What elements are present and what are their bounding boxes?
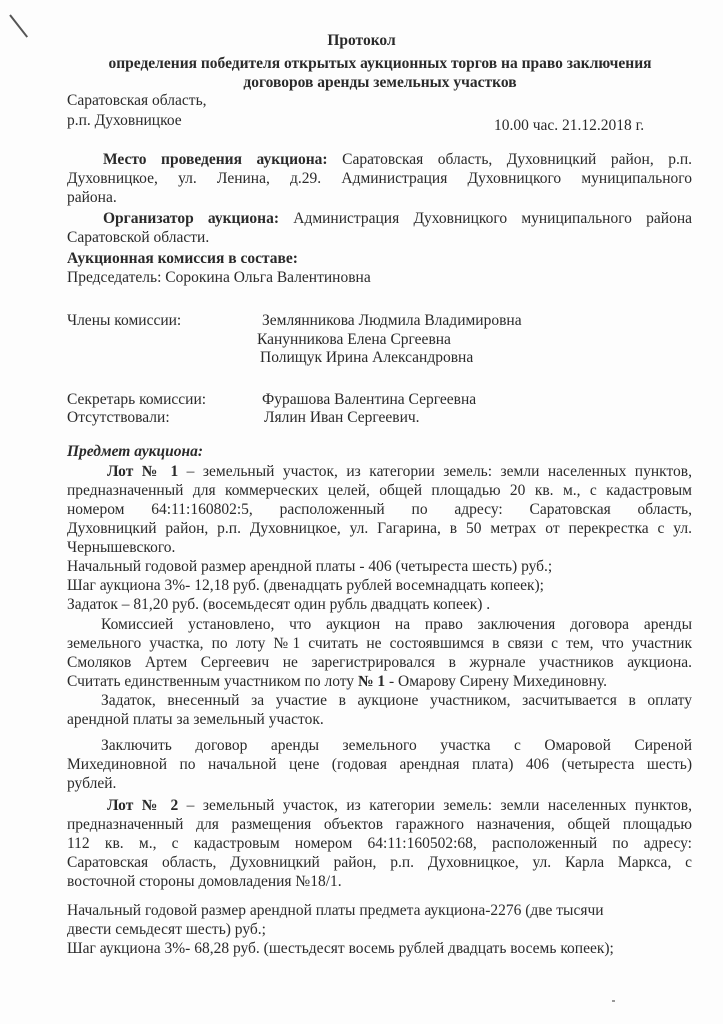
organizer-text: Администрация Духовницкого муниципального района: [293, 210, 693, 227]
lot1-deposit-note-line1: Задаток, внесенный за участие в аукционе участником, засчитывается в оплату: [101, 692, 692, 709]
lot1-label: Лот № 1: [107, 463, 179, 480]
member-name: Полищук Ирина Александровна: [260, 349, 474, 366]
lot2-rent-line2: двести семьдесят шесть) руб.;: [67, 921, 266, 938]
lot2-line2: предназначенный для размещения объектов гаражного назначения, общей площадью: [67, 816, 692, 833]
secretary-name: Фурашова Валентина Сергеевна: [262, 391, 477, 408]
lot1-contract-line1: Заключить договор аренды земельного участка с Омаровой Сиреной: [101, 737, 692, 754]
organizer-label: Организатор аукциона:: [103, 210, 280, 227]
lot1-decision-line1: Комиссией установлено, что аукцион на право заключения договора аренды: [101, 616, 692, 633]
lot1-step: Шаг аукциона 3%- 12,18 руб. (двенадцать рублей восемнадцать копеек);: [67, 577, 544, 594]
commission-heading: Аукционная комиссия в составе:: [67, 250, 298, 267]
location-line2: р.п. Духовницкое: [67, 112, 182, 129]
document-subtitle-line1: определения победителя открытых аукционных торгов на право заключения: [108, 55, 652, 72]
lot2-line1: Лот № 2 – земельный участок, из категории земель: земли населенных пунктов,: [107, 797, 692, 814]
venue-line2: Духовницкое, ул. Ленина, д.29. Администрация Духовницкого муниципального: [67, 170, 692, 187]
date-time: 10.00 час. 21.12.2018 г.: [494, 117, 645, 134]
lot1-rent: Начальный годовой размер арендной платы - 406 (четыреста шесть) руб.;: [67, 558, 553, 575]
commission-chair: [67, 269, 371, 287]
organizer-line2: Саратовской области.: [67, 229, 210, 246]
lot2-step: Шаг аукциона 3%- 68,28 руб. (шестьдесят восемь рублей двадцать восемь копеек);: [67, 940, 614, 957]
lot1-line3: номером 64:11:160802:5, расположенный по адресу: Саратовская область,: [67, 501, 692, 518]
lot2-line5: восточной стороны домовладения №18/1.: [67, 873, 342, 890]
chair-label: Председатель:: [67, 269, 162, 286]
lot2-rent-line1: Начальный годовой размер арендной платы предмета аукциона-2276 (две тысячи: [67, 902, 604, 919]
absent-name: Лялин Иван Сергеевич.: [264, 409, 420, 426]
venue-label: Место проведения аукциона:: [103, 151, 328, 168]
organizer-line1: [67, 210, 692, 228]
lot1-line1: Лот № 1 – земельный участок, из категории земель: земли населенных пунктов,: [107, 463, 692, 480]
scan-speck: [612, 1000, 615, 1002]
lot1-deposit: Задаток – 81,20 руб. (восемьдесят один рубль двадцать копеек) .: [67, 596, 491, 613]
lot2-line4: Саратовская область, Духовницкий район, р.п. Духовницкое, ул. Карла Маркса, с: [67, 854, 692, 871]
venue-text: Саратовская область, Духовницкий район, р.п.: [342, 151, 692, 168]
members-label: Члены комиссии:: [67, 312, 182, 329]
member-name: Землянникова Людмила Владимировна: [262, 312, 522, 329]
lot1-deposit-note-line2: арендной платы за земельный участок.: [67, 711, 324, 728]
lot1-decision-line3: Смоляков Артем Сергеевич не зарегистрировался в журнале участников аукциона.: [67, 654, 692, 671]
lot2-label: Лот № 2: [107, 797, 179, 814]
lot1-line5: Чернышевского.: [67, 539, 176, 556]
lot1-decision-line2: земельного участка, по лоту №1 считать не состоявшимся в связи с тем, что участник: [67, 635, 692, 652]
member-name: Канунникова Елена Сргеевна: [257, 331, 451, 348]
document-title: Протокол: [327, 32, 396, 49]
lot1-line2: предназначенный для коммерческих целей, общей площадью 20 кв. м., с кадастровым: [67, 482, 692, 499]
lot1-sole-participant: Считать единственным участником по лоту № 1 - Омарову Сирену Михединовну.: [67, 673, 607, 690]
venue-line3: района.: [67, 189, 117, 206]
lot1-contract-line2: Михединовной по начальной цене (годовая арендная плата) 406 (четыреста шесть): [67, 756, 692, 773]
absent-label: Отсутствовали:: [67, 409, 170, 426]
subject-heading: Предмет аукциона:: [67, 443, 204, 460]
secretary-label: Секретарь комиссии:: [67, 391, 207, 408]
lot1-line4: Духовницкий район, р.п. Духовницкое, ул. Гагарина, в 50 метрах от перекрестка с ул.: [67, 520, 692, 537]
location-line1: Саратовская область,: [67, 92, 207, 109]
document-subtitle-line2: договоров аренды земельных участков: [243, 74, 517, 91]
lot1-contract-line3: рублей.: [67, 775, 117, 792]
lot2-line3: 112 кв. м., с кадастровым номером 64:11:160502:68, расположенный по адресу:: [67, 835, 692, 852]
venue-line1: [67, 151, 692, 169]
chair-name: Сорокина Ольга Валентиновна: [165, 269, 371, 286]
